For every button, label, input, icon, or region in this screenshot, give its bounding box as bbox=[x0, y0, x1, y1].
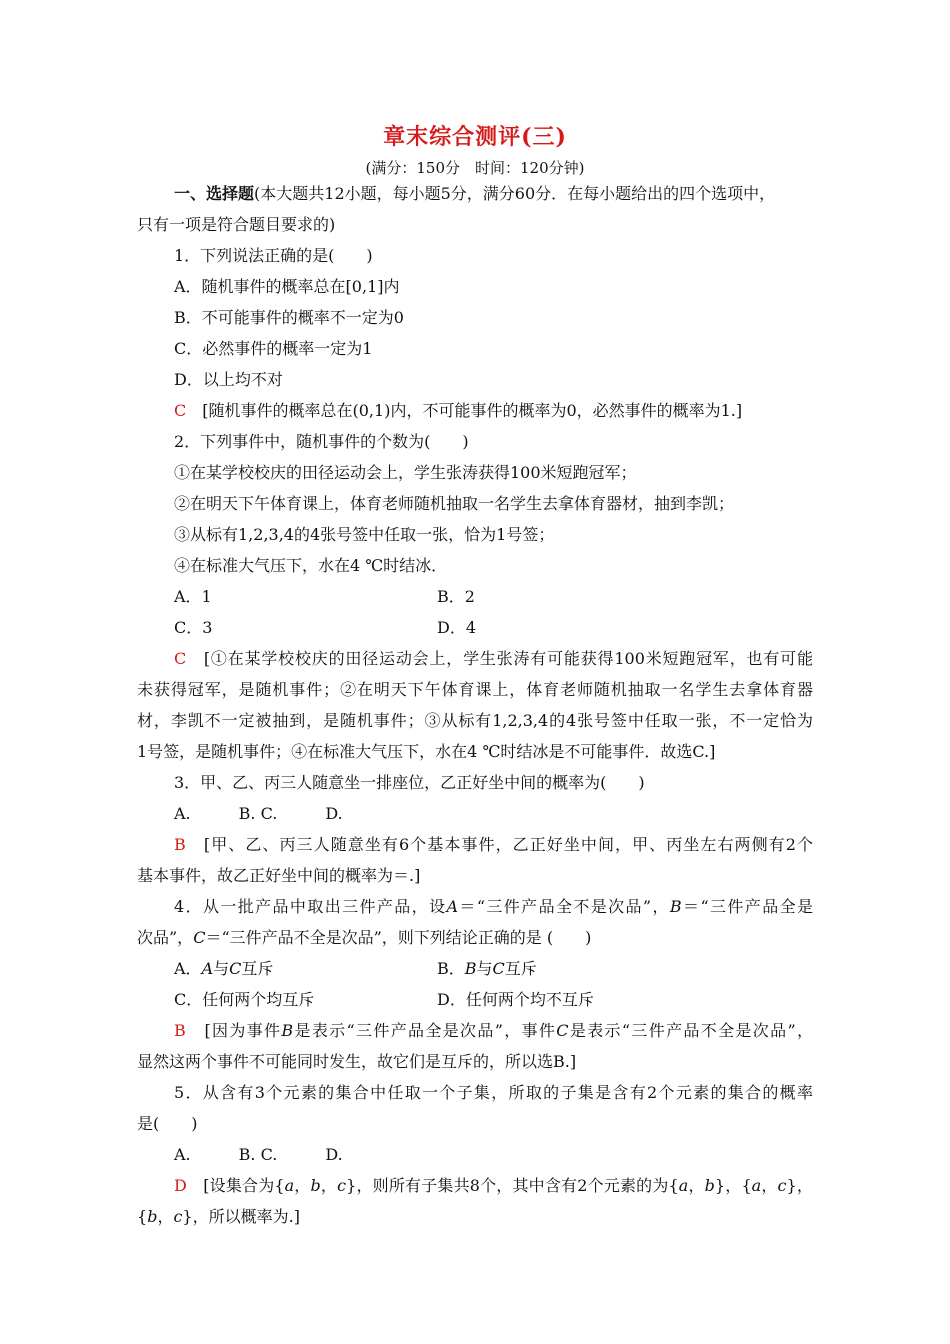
q2-stem: 2．下列事件中，随机事件的个数为( ) bbox=[174, 432, 469, 451]
q4-option-a-var2: C bbox=[229, 959, 242, 978]
q4-exp-text-3: 是表示“三件产品不全是次品”， bbox=[568, 1021, 813, 1040]
q5-exp-v7: c bbox=[777, 1176, 787, 1195]
q4-option-b-label: B． bbox=[437, 959, 465, 978]
q4-exp-var-b: B bbox=[281, 1021, 294, 1040]
q5-exp-t8: }， bbox=[786, 1176, 813, 1195]
q5-explanation-line-1 bbox=[174, 1176, 813, 1196]
section-heading-line bbox=[174, 184, 775, 204]
q4-stem-text-4: 次品”， bbox=[137, 928, 194, 947]
q4-option-b-var2: C bbox=[492, 959, 505, 978]
q4-option-a-var1: A bbox=[201, 959, 214, 978]
q1-explanation-text: [随机事件的概率总在(0,1)内，不可能事件的概率为0，必然事件的概率为1.] bbox=[202, 401, 743, 420]
q2-item-2: ②在明天下午体育课上，体育老师随机抽取一名学生去拿体育器材，抽到李凯； bbox=[174, 494, 735, 513]
q1-option-a: A．随机事件的概率总在[0,1]内 bbox=[174, 277, 400, 296]
q4-var-b: B bbox=[669, 897, 682, 916]
q1-option-b: B．不可能事件的概率不一定为0 bbox=[174, 308, 404, 327]
q2-item-3: ③从标有1,2,3,4的4张号签中任取一张，恰为1号签； bbox=[174, 525, 555, 544]
q1-option-d: D．以上均不对 bbox=[174, 370, 283, 389]
q5-exp-t2: ， bbox=[294, 1176, 311, 1195]
q5-exp-v2: b bbox=[310, 1176, 321, 1195]
q4-option-d: D．任何两个均不互斥 bbox=[437, 990, 594, 1009]
page-title: 章末综合测评(三) bbox=[383, 124, 567, 150]
q5-exp-t6: }，{ bbox=[714, 1176, 752, 1195]
q5-exp2-t1: { bbox=[137, 1207, 148, 1226]
q4-stem-text-5: ＝“三件产品不全是次品”，则下列结论正确的是 ( ) bbox=[205, 928, 592, 947]
q2-answer: C bbox=[174, 649, 187, 668]
q4-stem-text-2: ＝“三件产品全不是次品”， bbox=[458, 897, 670, 916]
q4-stem-line-1 bbox=[174, 897, 813, 917]
q4-option-c: C．任何两个均互斥 bbox=[174, 990, 315, 1009]
q2-option-b: B．2 bbox=[437, 587, 475, 606]
q4-stem-text-3: ＝“三件产品全是 bbox=[681, 897, 813, 916]
q2-option-c: C．3 bbox=[174, 618, 213, 637]
q5-exp2-v1: b bbox=[147, 1207, 158, 1226]
q2-item-4: ④在标准大气压下，水在4 ℃时结冰． bbox=[174, 556, 448, 575]
q4-option-a-text1: 与 bbox=[213, 959, 230, 978]
q4-option-b-var1: B bbox=[464, 959, 477, 978]
q4-exp-text-1: [因为事件 bbox=[204, 1021, 282, 1040]
q5-exp2-v2: c bbox=[173, 1207, 183, 1226]
q2-item-1: ①在某学校校庆的田径运动会上，学生张涛获得100米短跑冠军； bbox=[174, 463, 637, 482]
q5-exp-v5: b bbox=[704, 1176, 715, 1195]
q4-stem-text-1: 4．从一批产品中取出三件产品，设 bbox=[174, 897, 447, 916]
q1-stem: 1．下列说法正确的是( ) bbox=[174, 246, 373, 265]
q3-explanation-text-1: [甲、乙、丙三人随意坐有6个基本事件，乙正好坐中间，甲、丙坐左右两侧有2个 bbox=[203, 835, 813, 854]
q5-exp-v1: a bbox=[284, 1176, 295, 1195]
q5-stem-line-2: 是( ) bbox=[137, 1114, 198, 1133]
q4-explanation-line-1 bbox=[174, 1021, 813, 1041]
q3-explanation-line-1 bbox=[174, 835, 813, 855]
q3-options: A. B. C. D. bbox=[174, 804, 343, 823]
q5-exp-v6: a bbox=[751, 1176, 762, 1195]
q4-exp-text-2: 是表示“三件产品全是次品”，事件 bbox=[293, 1021, 557, 1040]
q2-explanation-line-2: 未获得冠军，是随机事件；②在明天下午体育课上，体育老师随机抽取一名学生去拿体育器 bbox=[137, 680, 813, 699]
q4-option-a-text2: 互斥 bbox=[241, 959, 274, 978]
q5-exp-t5: ， bbox=[688, 1176, 705, 1195]
q5-exp-t4: }，则所有子集共8个，其中含有2个元素的为{ bbox=[346, 1176, 679, 1195]
q2-explanation-text-1: [①在某学校校庆的田径运动会上，学生张涛有可能获得100米短跑冠军，也有可能 bbox=[203, 649, 813, 668]
section-desc-1: (本大题共12小题，每小题5分，满分60分．在每小题给出的四个选项中， bbox=[254, 184, 776, 203]
section-desc-2: 只有一项是符合题目要求的) bbox=[137, 215, 336, 234]
q4-var-c: C bbox=[193, 928, 206, 947]
q5-explanation-line-2 bbox=[137, 1207, 300, 1227]
q4-option-b-text2: 互斥 bbox=[504, 959, 537, 978]
q4-option-b bbox=[437, 959, 537, 979]
section-heading: 一、选择题 bbox=[174, 184, 255, 203]
q4-option-a-label: A． bbox=[174, 959, 202, 978]
q1-option-c: C．必然事件的概率一定为1 bbox=[174, 339, 373, 358]
q1-answer: C bbox=[174, 401, 187, 420]
q3-explanation-line-2: 基本事件，故乙正好坐中间的概率为＝.] bbox=[137, 866, 421, 885]
q5-exp-v4: a bbox=[678, 1176, 689, 1195]
q2-explanation-line-4: 1号签，是随机事件；④在标准大气压下，水在4 ℃时结冰是不可能事件．故选C.] bbox=[137, 742, 716, 761]
q3-stem: 3．甲、乙、丙三人随意坐一排座位，乙正好坐中间的概率为( ) bbox=[174, 773, 645, 792]
q3-answer: B bbox=[174, 835, 186, 854]
q5-exp-v3: c bbox=[337, 1176, 347, 1195]
q5-exp-t7: ， bbox=[761, 1176, 778, 1195]
q4-answer: B bbox=[174, 1021, 186, 1040]
q5-exp-t1: [设集合为{ bbox=[203, 1176, 285, 1195]
q2-option-a: A．1 bbox=[174, 587, 212, 606]
q4-var-a: A bbox=[446, 897, 459, 916]
q2-explanation-line-1 bbox=[174, 649, 813, 669]
q4-option-a bbox=[174, 959, 273, 979]
q5-exp2-t2: ， bbox=[157, 1207, 174, 1226]
q5-exp-t3: ， bbox=[320, 1176, 338, 1195]
q5-answer: D bbox=[174, 1176, 187, 1195]
q5-options: A. B. C. D. bbox=[174, 1145, 343, 1164]
page-subtitle: (满分：150分 时间：120分钟) bbox=[365, 159, 585, 177]
q1-explanation bbox=[174, 401, 742, 421]
q2-option-d: D．4 bbox=[437, 618, 477, 637]
q4-explanation-line-2: 显然这两个事件不可能同时发生，故它们是互斥的，所以选B.] bbox=[137, 1052, 577, 1071]
q4-option-b-text1: 与 bbox=[476, 959, 493, 978]
q4-exp-var-c: C bbox=[556, 1021, 569, 1040]
q5-stem-line-1: 5．从含有3个元素的集合中任取一个子集，所取的子集是含有2个元素的集合的概率 bbox=[174, 1083, 813, 1102]
q4-stem-line-2 bbox=[137, 928, 591, 948]
q2-explanation-line-3: 材，李凯不一定被抽到，是随机事件；③从标有1,2,3,4的4张号签中任取一张，不一定恰为 bbox=[137, 711, 813, 730]
q5-exp2-t3: }，所以概率为.] bbox=[182, 1207, 300, 1226]
